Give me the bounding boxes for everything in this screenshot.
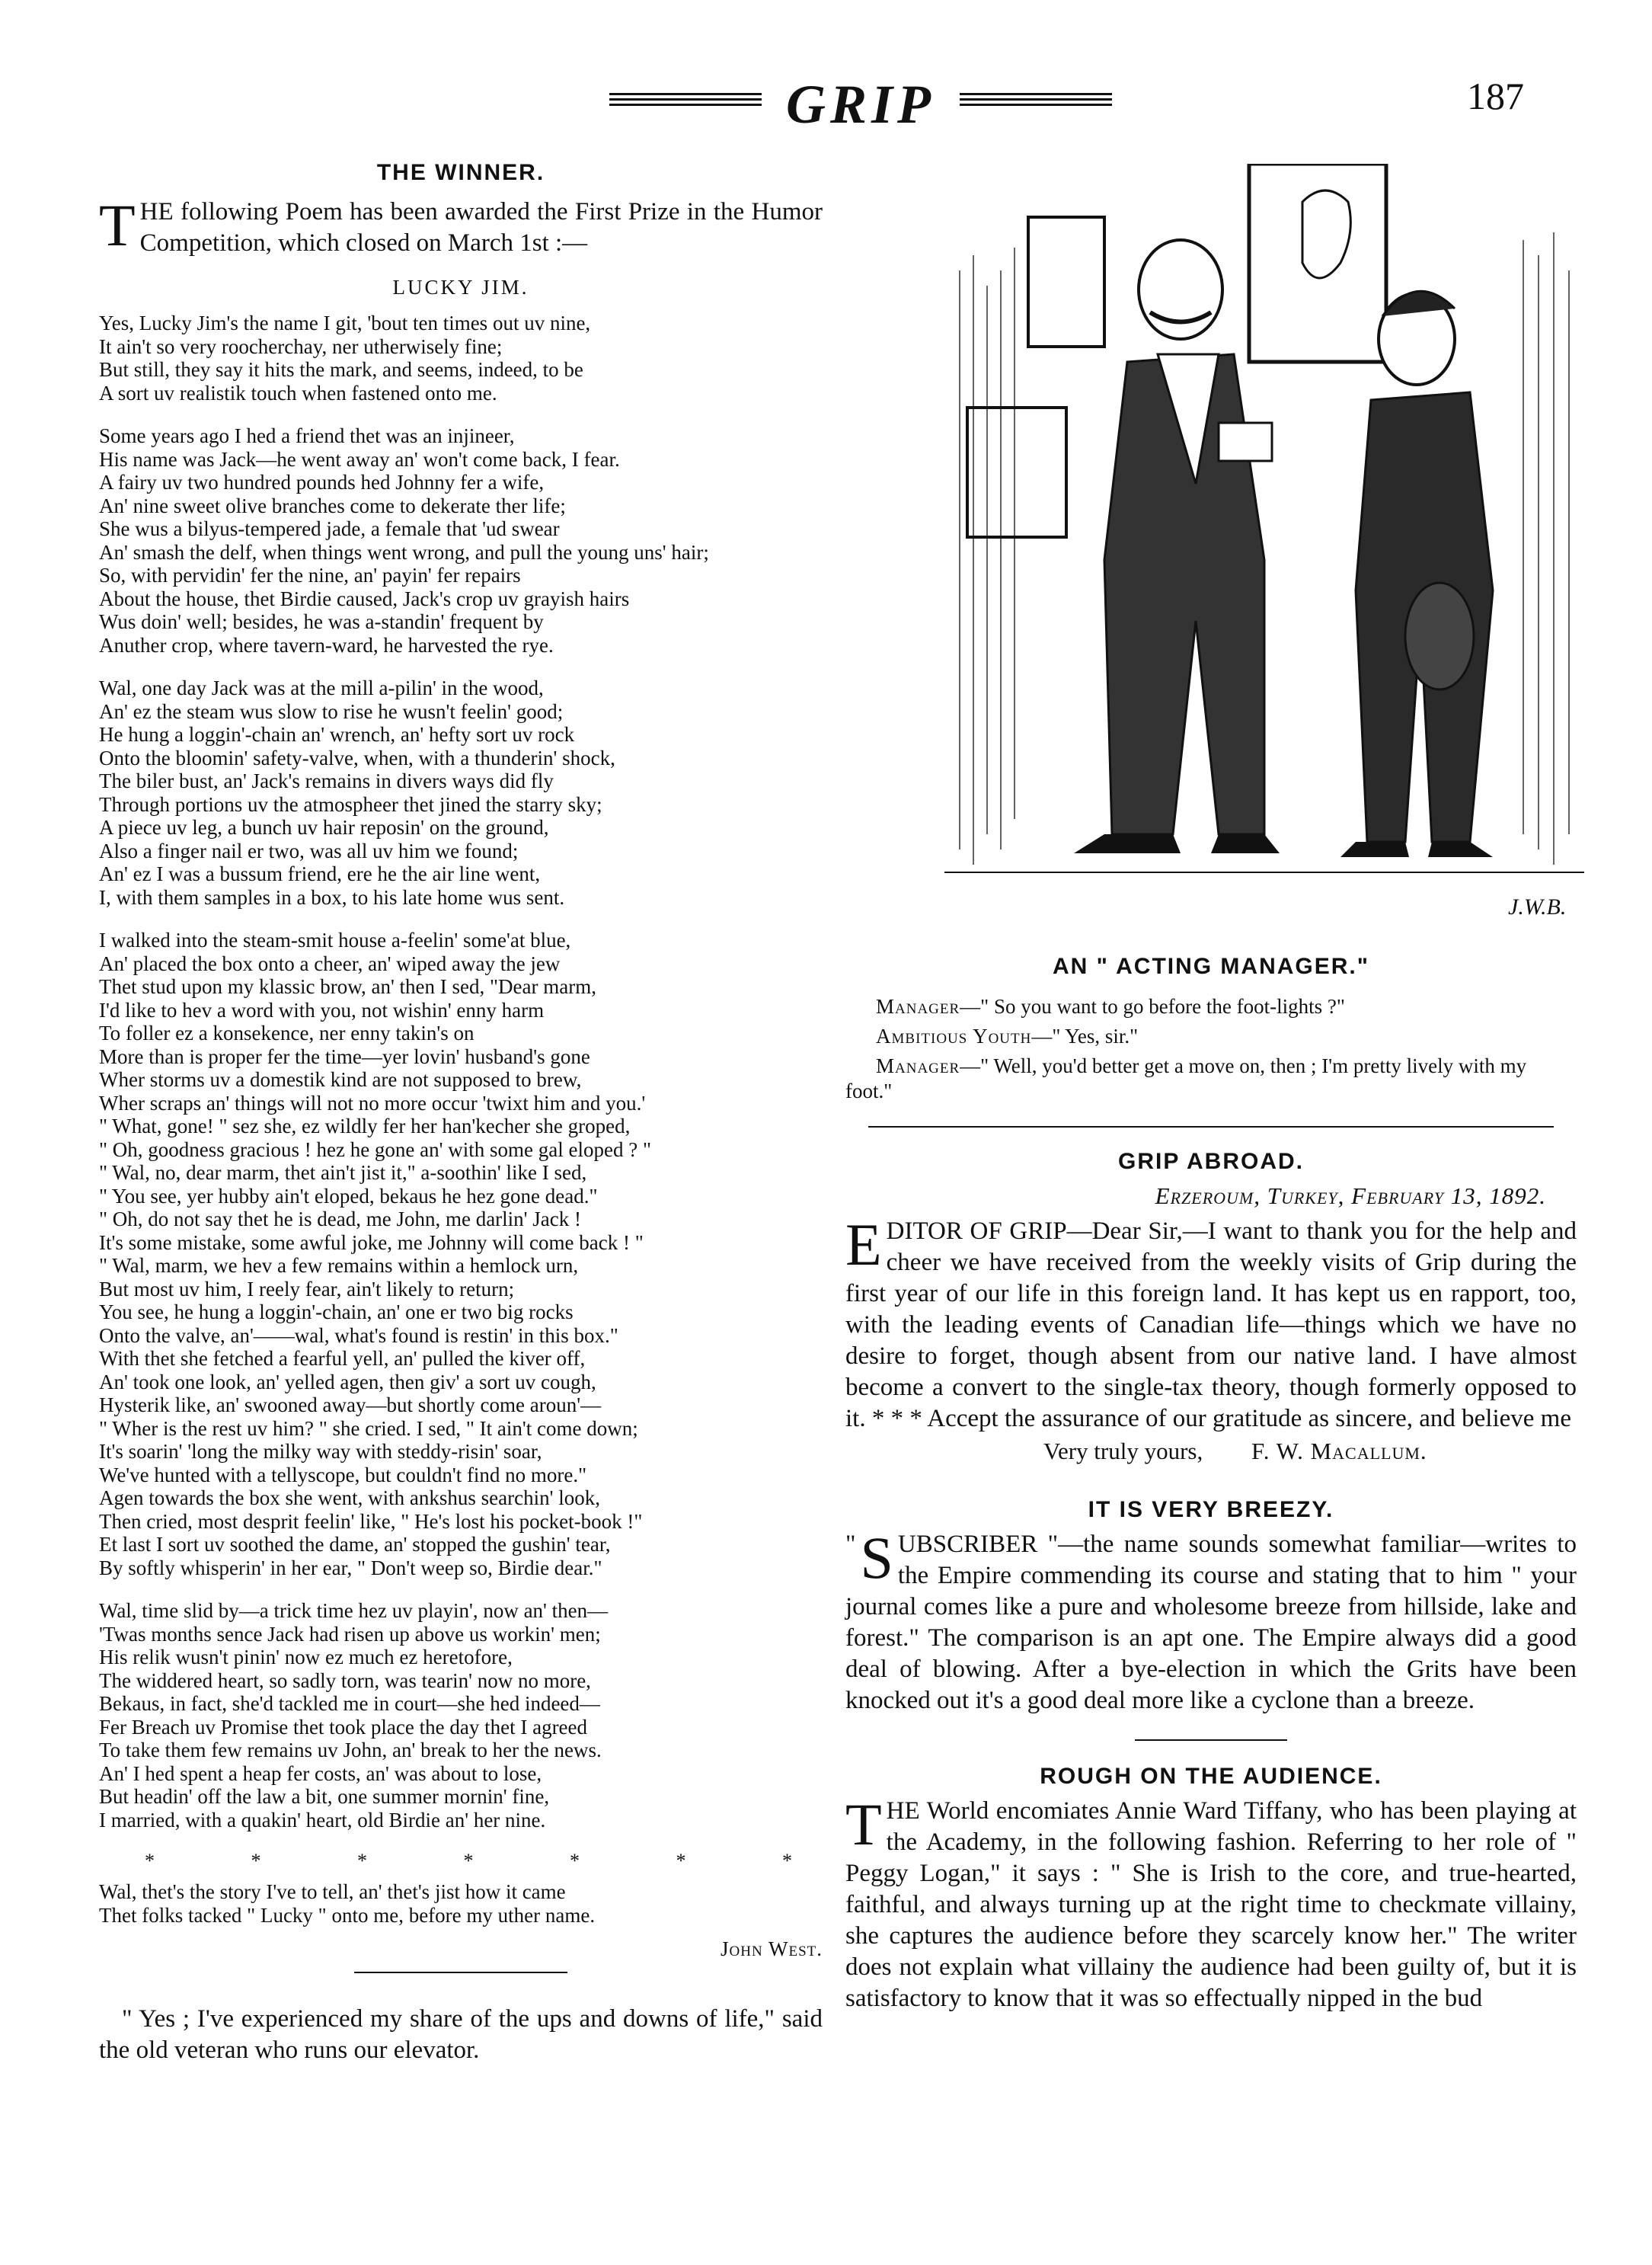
poem-line: Hysterik like, an' swooned away—but shortly come aroun'— [99, 1393, 602, 1416]
right-column-lower [845, 1126, 1577, 2014]
grip-abroad-dateline [845, 1179, 1546, 1213]
acting-manager-caption: AN " ACTING MANAGER." [1053, 954, 1369, 979]
poem-line: A fairy uv two hundred pounds hed Johnny fer a wife, [99, 471, 545, 494]
stars-divider: * * * * * * * [145, 1850, 792, 1872]
masthead [609, 70, 1112, 139]
poem-line: It ain't so very roocherchay, ner utherwisely fine; [99, 334, 503, 358]
poem-line: His relik wusn't pinin' now ez much ez heretofore, [99, 1646, 513, 1668]
poem-line: 'Twas months sence Jack had risen up above us workin' men; [99, 1622, 601, 1646]
poem-final-stanza [99, 1880, 823, 1927]
breezy-text: UBSCRIBER "—the name sounds somewhat familiar—writes to the Empire commending its course and stating that to him " your journal comes like a pure and wholesome breeze from hillside, lake and forest." The comparison is an apt one. The Empire always did a good deal of blowing. After a bye-election in which the Grits have been knocked out it's a good deal more like a cyclone than a breeze. [845, 1531, 1577, 1714]
poem-line: It's soarin' 'long the milky way with steddy-risin' soar, [99, 1440, 542, 1463]
poem-line: You see, he hung a loggin'-chain, an' one er two big rocks [99, 1300, 574, 1323]
poem-line: An' smash the delf, when things went wrong, and pull the young uns' hair; [99, 540, 709, 564]
poem-line: More than is proper fer the time—yer lovin' husband's gone [99, 1045, 590, 1068]
poem-line: An' ez the steam wus slow to rise he wusn't feelin' good; [99, 699, 564, 723]
poem-line: " Wal, marm, we hev a few remains within a hemlock urn, [99, 1254, 579, 1277]
dateline-text: Erzeroum, Turkey, February 13, 1892. [1155, 1182, 1546, 1209]
poem-line: An' nine sweet olive branches come to dekerate ther life; [99, 494, 566, 517]
winner-dropcap: T [99, 192, 136, 258]
poem-line: By softly whisperin' in her ear, " Don't weep so, Birdie dear." [99, 1556, 602, 1579]
poem-line: The widdered heart, so sadly torn, was tearin' now no more, [99, 1668, 591, 1692]
breezy-open-quote: " [845, 1531, 856, 1558]
acting-manager-cartoon [944, 164, 1584, 933]
dialogue-text: —" Well, you'd better get a move on, then ; I'm pretty lively with my foot." [845, 1054, 1527, 1102]
poem-line: An' took one look, an' yelled agen, then giv' a sort uv cough, [99, 1370, 596, 1393]
poem-line: His name was Jack—he went away an' won't come back, I fear. [99, 447, 620, 471]
poem-author-text: John West. [721, 1937, 823, 1960]
poem-line: " You see, yer hubby ain't eloped, bekaus he hez gone dead." [99, 1184, 598, 1208]
acting-manager-dialogue [845, 994, 1577, 1109]
poem-line: " Oh, goodness gracious ! hez he gone an' with some gal eloped ? " [99, 1137, 651, 1161]
poem-line: She wus a bilyus-tempered jade, a female that 'ud swear [99, 517, 560, 540]
poem-line: Onto the bloomin' safety-valve, when, with a thunderin' shock, [99, 746, 615, 769]
poem-line: I married, with a quakin' heart, old Birdie an' her nine. [99, 1808, 546, 1832]
rough-dropcap: T [845, 1791, 882, 1857]
poem [99, 312, 823, 1832]
dialogue-speaker: Manager [876, 1054, 960, 1077]
poem-line: To take them few remains uv John, an' break to her the news. [99, 1739, 602, 1761]
poem-line: Wal, one day Jack was at the mill a-pilin' in the wood, [99, 677, 544, 699]
dialogue-speaker: Ambitious Youth [876, 1025, 1032, 1048]
masthead-right-rules [960, 93, 1112, 116]
winner-intro-text: HE following Poem has been awarded the First Prize in the Humor Competition, which closed on March 1st :— [139, 198, 823, 257]
poem-line: Wal, thet's the story I've to tell, an' thet's jist how it came [99, 1880, 566, 1903]
grip-abroad-text: DITOR OF GRIP—Dear Sir,—I want to thank you for the help and cheer we have received from the weekly visits of Grip during the first year of our life in this foreign land. It has kept us en rapport, too, with the leading events of Canadian life—things which we have no desire to forget, though absent from our native land. I have almost become a convert to the single-tax theory, though formerly opposed to it. * * * Accept the assurance of our gratitude as sincere, and believe me [845, 1217, 1577, 1432]
poem-line: Yes, Lucky Jim's the name I git, 'bout ten times out uv nine, [99, 312, 591, 334]
left-column [99, 152, 823, 2066]
grip-abroad-heading: GRIP ABROAD. [1117, 1149, 1305, 1174]
poem-line: To foller ez a konsekence, ner enny takin's on [99, 1022, 475, 1045]
poem-line: A sort uv realistik touch when fastened onto me. [99, 381, 497, 405]
poem-line: " Oh, do not say thet he is dead, me John, me darlin' Jack ! [99, 1208, 581, 1230]
dialogue-text: —" So you want to go before the foot-lights ?" [960, 995, 1345, 1018]
poem-line: Thet folks tacked " Lucky " onto me, before my uther name. [99, 1903, 596, 1927]
poem-line: " What, gone! " sez she, ez wildly fer her han'kecher she groped, [99, 1115, 631, 1137]
letter [1219, 423, 1272, 461]
poem-line: An' placed the box onto a cheer, an' wiped away the jew [99, 952, 561, 975]
rough-text: HE World encomiates Annie Ward Tiffany, who has been playing at the Academy, in the following fashion. Referring to her role of " Peggy Logan," it says : " She is Irish to the core, and true-hearted, faithful, and always turning up at the right time to checkmate villainy, she captures the audience before they scarcely know her." The writer does not explain what villainy the audience had been guilty of, but it is satisfactory to know that it was so effectually nipped in the bud [845, 1797, 1577, 2012]
artist-signature: J.W.B. [1508, 894, 1567, 920]
poem-line: Thet stud upon my klassic brow, an' then I sed, "Dear marm, [99, 975, 596, 998]
grip-abroad-body [845, 1211, 1577, 1435]
dialogue-line [845, 1054, 1577, 1104]
poem-line: Et last I sort uv soothed the dame, an' stopped the gushin' tear, [99, 1533, 611, 1556]
dialogue-speaker: Manager [876, 995, 960, 1018]
signature-text: F. W. Macallum. [1251, 1438, 1427, 1464]
poem-line: Some years ago I hed a friend thet was an injineer, [99, 424, 515, 447]
poem-line: Agen towards the box she went, with ankshus searchin' look, [99, 1486, 600, 1509]
poem-stanza [99, 312, 823, 405]
dialogue-rule [868, 1126, 1554, 1128]
hat [1405, 583, 1474, 689]
poem-line: A piece uv leg, a bunch uv hair reposin' on the ground, [99, 816, 549, 839]
section-rule [354, 1972, 567, 1973]
masthead-left-rules [609, 93, 762, 116]
poem-line: He hung a loggin'-chain an' wrench, an' hefty sort uv rock [99, 723, 575, 746]
breezy-dropcap: S [860, 1524, 893, 1591]
poem-line: Onto the valve, an'——wal, what's found is restin' in this box." [99, 1323, 618, 1347]
poem-line: I, with them samples in a box, to his late home wus sent. [99, 885, 565, 909]
poem-line: With thet she fetched a fearful yell, an' pulled the kiver off, [99, 1347, 586, 1370]
poem-line: " Wal, no, dear marm, thet ain't jist it," a-soothin' like I sed, [99, 1161, 587, 1184]
poem-line: But most uv him, I reely fear, ain't likely to return; [99, 1277, 515, 1300]
poem-line: But still, they say it hits the mark, and seems, indeed, to be [99, 358, 583, 381]
poem-line: Fer Breach uv Promise thet took place the day thet I agreed [99, 1715, 588, 1739]
poem-line: Through portions uv the atmospheer thet jined the starry sky; [99, 792, 602, 816]
winner-intro [99, 192, 823, 259]
poem-title: LUCKY JIM. [392, 276, 529, 299]
poem-line: Wal, time slid by—a trick time hez uv playin', now an' then— [99, 1599, 609, 1622]
poem-line: We've hunted with a tellyscope, but couldn't find no more." [99, 1463, 587, 1486]
poem-line: It's some mistake, some awful joke, me Johnny will come back ! " [99, 1230, 644, 1254]
poem-line: Wher scraps an' things will not no more occur 'twixt him and you.' [99, 1091, 646, 1115]
poem-stanza [99, 1599, 823, 1832]
poem-line: Anuther crop, where tavern-ward, he harvested the rye. [99, 633, 554, 657]
grip-abroad-signoff [845, 1436, 1577, 1467]
poem-line: I walked into the steam-smit house a-feelin' some'at blue, [99, 929, 571, 952]
rough-heading: ROUGH ON THE AUDIENCE. [1040, 1764, 1382, 1789]
poem-line: The biler bust, an' Jack's remains in divers ways did fly [99, 769, 554, 792]
page-number: 187 [1467, 75, 1524, 117]
rough-body [845, 1791, 1577, 2014]
poem-line: Wus doin' well; besides, he was a-standin' frequent by [99, 610, 544, 633]
poem-author [99, 1937, 823, 1961]
breezy-heading: IT IS VERY BREEZY. [1088, 1497, 1334, 1522]
poem-line: " Wher is the rest uv him? " she cried. I sed, " It ain't come down; [99, 1416, 638, 1440]
poem-line: I'd like to hev a word with you, not wishin' enny harm [99, 998, 545, 1022]
dialogue-text: —" Yes, sir." [1031, 1025, 1139, 1048]
dialogue-line [845, 994, 1577, 1019]
breezy-rule [1135, 1739, 1287, 1741]
elevator-joke: " Yes ; I've experienced my share of the ups and downs of life," said the old veteran who runs our elevator. [99, 2005, 823, 2064]
poem-line: So, with pervidin' fer the nine, an' payin' fer repairs [99, 564, 521, 587]
poem-line: Wher storms uv a domestik kind are not supposed to brew, [99, 1068, 582, 1091]
breezy-body [845, 1524, 1577, 1716]
poem-line: Also a finger nail er two, was all uv him we found; [99, 839, 519, 862]
poem-line: But headin' off the law a bit, one summer mornin' fine, [99, 1785, 550, 1808]
poem-line: Bekaus, in fact, she'd tackled me in court—she hed indeed— [99, 1692, 600, 1715]
poem-line: An' ez I was a bussum friend, ere he the air line went, [99, 862, 541, 885]
grip-abroad-dropcap: E [845, 1211, 882, 1278]
poem-stanza [99, 929, 823, 1579]
poem-line: About the house, thet Birdie caused, Jack's crop uv grayish hairs [99, 587, 630, 610]
poem-line: Then cried, most desprit feelin' like, " He's lost his pocket-book !" [99, 1509, 643, 1533]
closing-text: Very truly yours, [1043, 1438, 1203, 1464]
winner-heading: THE WINNER. [376, 160, 545, 185]
poem-stanza [99, 677, 823, 909]
masthead-title: GRIP [785, 74, 936, 135]
poem-line: An' I hed spent a heap fer costs, an' was about to lose, [99, 1761, 542, 1785]
poem-stanza [99, 424, 823, 657]
dialogue-line [845, 1024, 1577, 1049]
acting-manager-caption-block [845, 954, 1577, 980]
